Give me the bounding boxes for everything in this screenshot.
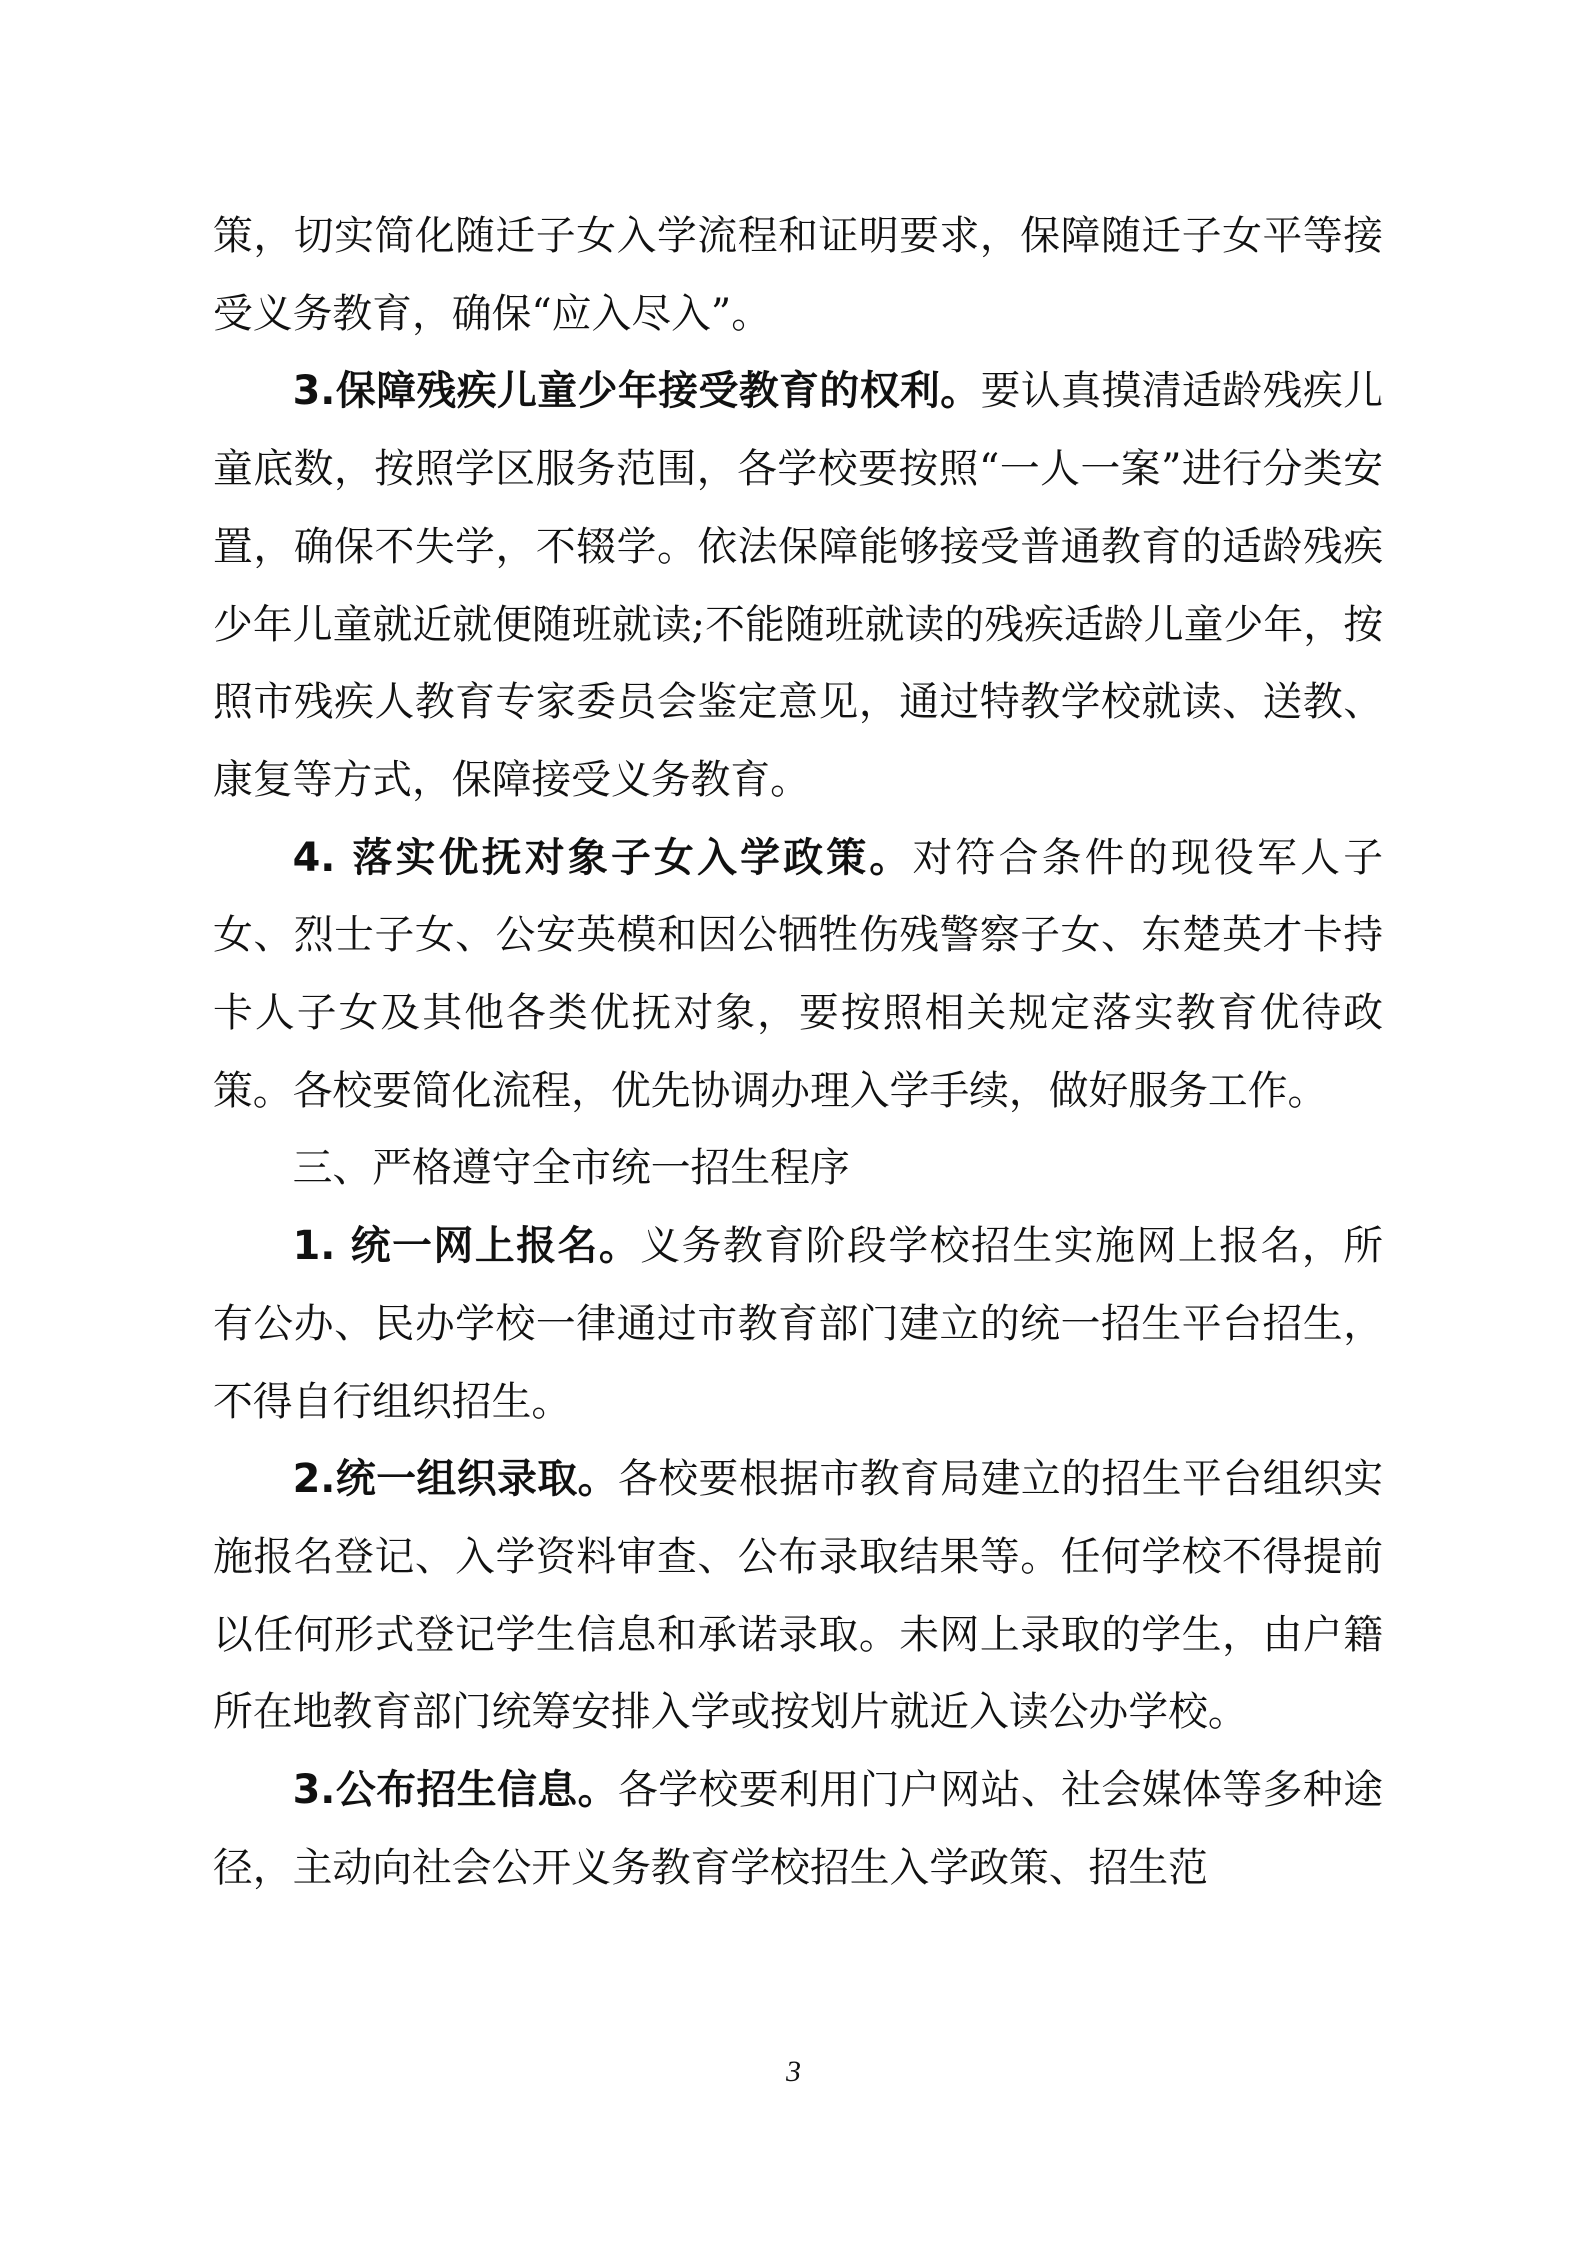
paragraph-continued (213, 198, 1383, 353)
paragraph-unified-admission (213, 1441, 1383, 1752)
paragraph-publish-info (213, 1752, 1383, 1907)
section-heading (213, 1130, 1383, 1208)
paragraph-text: 各校要根据市教育局建立的招生平台组织实施报名登记、入学资料审查、公布录取结果等。任何学校不得提前以任何形式登记学生信息和承诺录取。未网上录取的学生，由户籍所在地教育部门统筹安排入学或按划片就近入读公办学校。 (213, 1456, 1384, 1736)
page-number: 3 (786, 2055, 801, 2088)
paragraph-text: 各学校要利用门户网站、社会媒体等多种途径，主动向社会公开义务教育学校招生入学政策、招生范 (213, 1767, 1384, 1891)
paragraph-text: 对符合条件的现役军人子女、烈士子女、公安英模和因公牺牲伤残警察子女、东楚英才卡持卡人子女及其他各类优抚对象，要按照相关规定落实教育优待政策。各校要简化流程，优先协调办理入学手续，做好服务工作。 (213, 834, 1384, 1114)
paragraph-lead: 1. 统一网上报名。 (292, 1223, 641, 1270)
paragraph-online-registration (213, 1208, 1383, 1441)
paragraph-lead: 3.公布招生信息。 (292, 1767, 618, 1814)
paragraph-lead: 2.统一组织录取。 (292, 1456, 618, 1503)
section-heading-text: 三、严格遵守全市统一招生程序 (292, 1145, 850, 1192)
paragraph-text: 要认真摸清适龄残疾儿童底数，按照学区服务范围，各学校要按照“一人一案”进行分类安置，确保不失学，不辍学。依法保障能够接受普通教育的适龄残疾少年儿童就近就便随班就读;不能随班就读的残疾适龄儿童少年，按照市残疾人教育专家委员会鉴定意见，通过特教学校就读、送教、康复等方式，保障接受义务教育。 (213, 368, 1384, 803)
paragraph-text: 策，切实简化随迁子女入学流程和证明要求，保障随迁子女平等接受义务教育，确保“应入尽入”。 (213, 213, 1383, 337)
paragraph-lead: 4. 落实优抚对象子女入学政策。 (292, 834, 913, 881)
body-text (213, 198, 1383, 1907)
paragraph-disabled-children (213, 353, 1383, 819)
paragraph-text: 义务教育阶段学校招生实施网上报名，所有公办、民办学校一律通过市教育部门建立的统一招生平台招生，不得自行组织招生。 (213, 1223, 1384, 1425)
paragraph-preferential-policy (213, 820, 1383, 1131)
paragraph-lead: 3.保障残疾儿童少年接受教育的权利。 (292, 368, 981, 415)
